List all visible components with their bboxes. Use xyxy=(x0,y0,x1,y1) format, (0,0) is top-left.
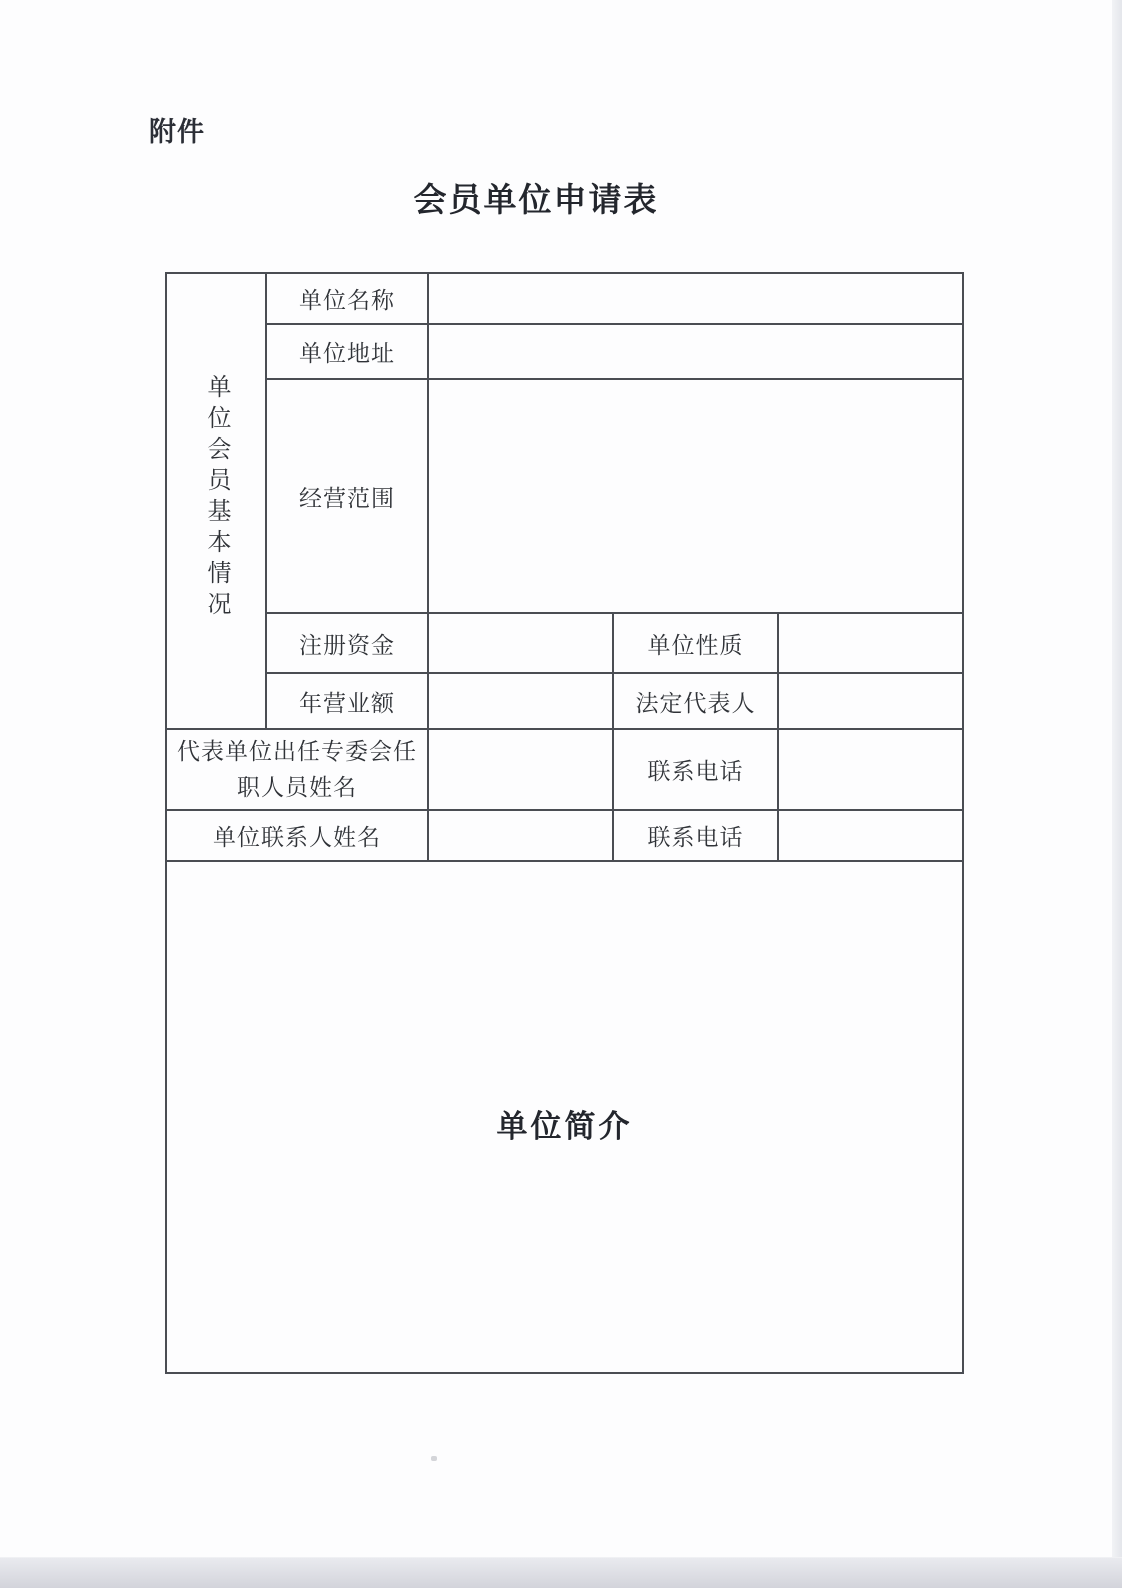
attachment-label: 附件 xyxy=(149,117,205,147)
row-unit-name xyxy=(166,273,963,324)
unit-profile-title: 单位简介 xyxy=(496,1109,633,1144)
field-label-unit-nature: 单位性质 xyxy=(613,613,778,673)
field-label-unit-name: 单位名称 xyxy=(266,273,428,324)
field-label-legal-representative: 法定代表人 xyxy=(613,673,778,729)
field-value-annual-revenue xyxy=(428,673,613,729)
field-label-business-scope: 经营范围 xyxy=(266,379,428,613)
row-unit-address xyxy=(166,324,963,379)
field-value-unit-address xyxy=(428,324,963,379)
row-registered-capital xyxy=(166,613,963,673)
field-value-unit-nature xyxy=(778,613,963,673)
section-vertical-header xyxy=(166,273,266,729)
field-value-unit-contact-phone xyxy=(778,810,963,861)
page-edge-shadow-right xyxy=(1112,0,1122,1558)
field-value-unit-name xyxy=(428,273,963,324)
scan-artifact-dot xyxy=(431,1456,437,1461)
row-committee-representative xyxy=(166,729,963,810)
field-value-legal-representative xyxy=(778,673,963,729)
field-label-unit-address: 单位地址 xyxy=(266,324,428,379)
field-value-registered-capital xyxy=(428,613,613,673)
section-vertical-header-text: 单位会员基本情况 xyxy=(203,374,229,622)
scanner-edge-bottom xyxy=(0,1557,1122,1588)
row-business-scope xyxy=(166,379,963,613)
field-value-committee-phone xyxy=(778,729,963,810)
field-value-committee-representative xyxy=(428,729,613,810)
field-label-committee-representative: 代表单位出任专委会任职人员姓名 xyxy=(166,729,428,810)
row-unit-contact xyxy=(166,810,963,861)
page-title: 会员单位申请表 xyxy=(413,181,659,218)
field-label-committee-phone: 联系电话 xyxy=(613,729,778,810)
field-label-registered-capital: 注册资金 xyxy=(266,613,428,673)
field-value-unit-contact xyxy=(428,810,613,861)
unit-profile-section xyxy=(166,861,963,1373)
field-value-business-scope xyxy=(428,379,963,613)
row-unit-profile xyxy=(166,861,963,1373)
row-annual-revenue xyxy=(166,673,963,729)
field-label-unit-contact: 单位联系人姓名 xyxy=(166,810,428,861)
field-label-annual-revenue: 年营业额 xyxy=(266,673,428,729)
field-label-unit-contact-phone: 联系电话 xyxy=(613,810,778,861)
membership-application-form xyxy=(165,272,964,1374)
